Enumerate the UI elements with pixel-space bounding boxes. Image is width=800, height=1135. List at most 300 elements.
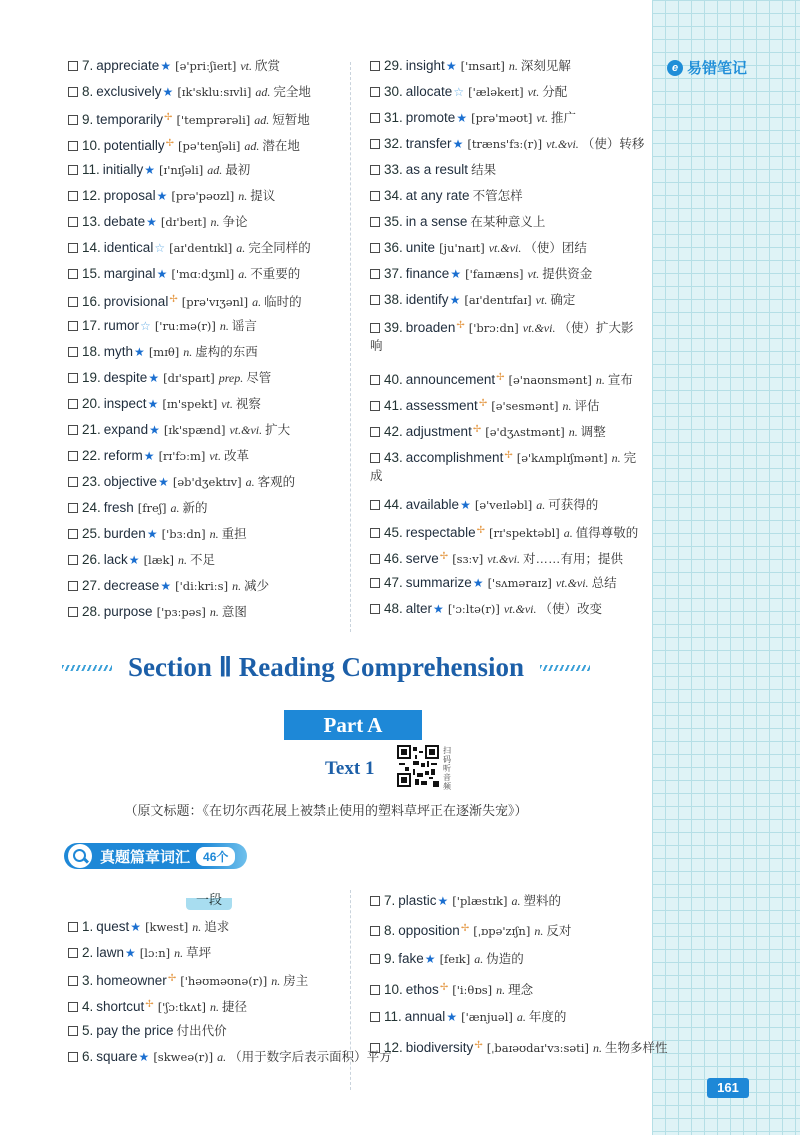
entry-number: 17. [82,318,101,333]
entry-meaning: 草坪 [186,946,212,960]
star-icon: ★ [160,59,172,73]
entry-phonetic: [pə'tenʃəli] [177,139,241,153]
checkbox[interactable] [68,61,78,71]
entry-phonetic: [skweə(r)] [153,1050,214,1064]
checkbox[interactable] [370,453,380,463]
checkbox[interactable] [68,243,78,253]
checkbox[interactable] [370,243,380,253]
entry-pos: vt. [240,59,253,73]
entry-number: 4. [82,999,94,1014]
checkbox[interactable] [68,373,78,383]
entry-pos: n. [210,215,220,229]
star-icon: ★ [456,111,468,125]
checkbox[interactable] [370,554,380,564]
checkbox[interactable] [370,323,380,333]
entry-phonetic: ['sʌməraɪz] [487,576,552,590]
entry-word: appreciate [96,58,160,73]
entry-pos: vt.&vi. [503,602,537,616]
vocab-entry [68,447,249,465]
entry-word: finance [405,266,450,281]
entry-meaning: （用于数字后表示面积）平方 [229,1050,392,1064]
entry-number: 31. [384,110,403,125]
vocab-entry [68,265,300,283]
entry-number: 45. [384,525,403,540]
entry-word: identical [103,240,154,255]
entry-word: adjustment [405,424,472,439]
entry-phonetic: [lɔːn] [139,946,171,960]
entry-phonetic: [ə'kʌmplɪʃmənt] [516,451,608,465]
entry-pos: n. [219,319,229,333]
entry-word: promote [405,110,456,125]
entry-meaning: 完全地 [273,85,311,99]
entry-meaning: 提议 [250,189,276,203]
vocab-entry [68,161,250,179]
vocab-entry [370,57,571,75]
entry-word: fresh [103,500,134,515]
checkbox[interactable] [68,269,78,279]
entry-word: despite [103,370,148,385]
star-icon: ★ [433,602,444,616]
entry-word: shortcut [96,999,145,1014]
entry-meaning: 伪造的 [486,952,524,966]
error-notes-tag [667,57,747,78]
entry-meaning: 塑料的 [523,894,561,908]
hollow-icon: ☆ [140,319,151,333]
entry-phonetic: [ɪk'spænd] [163,423,226,437]
cross-icon: ✢ [439,982,449,993]
entry-phonetic: [ə'priːʃieɪt] [175,59,237,73]
entry-pos: n. [183,345,193,359]
entry-pos: a. [511,894,521,908]
entry-phonetic: [ˌɒpə'zɪʃn] [473,924,531,938]
star-icon: ★ [460,498,471,512]
checkbox[interactable] [68,555,78,565]
entry-meaning: 谣言 [231,319,257,333]
vocab-entry [68,603,247,621]
entry-number: 9. [82,112,94,127]
entry-pos: a. [236,241,246,255]
entry-phonetic: [dɪ'beɪt] [160,215,207,229]
checkbox[interactable] [68,165,78,175]
entry-number: 16. [82,294,101,309]
hollow-icon: ☆ [453,85,465,99]
entry-meaning: 总结 [591,576,617,590]
vocab-header [64,843,247,869]
entry-phonetic: [læk] [143,553,174,567]
checkbox[interactable] [68,922,78,932]
vocab-entry [370,447,640,485]
checkbox[interactable] [370,113,380,123]
entry-meaning: 付出代价 [176,1024,227,1038]
cross-icon: ✢ [439,551,449,562]
checkbox[interactable] [68,976,78,986]
entry-phonetic: [ə'sesmənt] [491,399,559,413]
entry-meaning: 不管怎样 [472,189,523,203]
checkbox[interactable] [68,1002,78,1012]
checkbox[interactable] [370,427,380,437]
entry-number: 1. [82,919,94,934]
entry-word: available [405,497,460,512]
qr-code-icon[interactable] [397,745,439,787]
entry-word: rumor [103,318,140,333]
checkbox[interactable] [68,477,78,487]
entry-word: marginal [103,266,156,281]
checkbox[interactable] [370,1012,380,1022]
cross-icon: ✢ [474,1040,483,1051]
checkbox[interactable] [370,375,380,385]
entry-meaning: 不重要的 [250,267,301,281]
entry-phonetic: ['ʃɔːtkʌt] [157,1000,206,1014]
cross-icon: ✢ [167,973,177,984]
vocab-entry [68,918,229,936]
entry-phonetic: ['plæstɪk] [452,894,508,908]
entry-phonetic: [sɜːv] [452,552,484,566]
entry-word: ethos [405,982,439,997]
entry-word: exclusively [96,84,162,99]
hollow-icon: ☆ [154,241,166,255]
checkbox[interactable] [68,141,78,151]
vocab-entry [370,600,602,618]
entry-number: 24. [82,500,101,515]
entry-meaning: （使）转移 [581,137,645,151]
entry-word: initially [102,162,144,177]
vocab-entry [370,496,598,514]
checkbox[interactable] [370,604,380,614]
checkbox[interactable] [370,985,380,995]
entry-phonetic: [feɪk] [439,952,471,966]
entry-meaning: 追求 [204,920,230,934]
checkbox[interactable] [370,500,380,510]
checkbox[interactable] [68,425,78,435]
star-icon: ★ [143,449,155,463]
cross-icon: ✢ [460,923,470,934]
star-icon: ★ [147,397,159,411]
checkbox[interactable] [370,139,380,149]
entry-number: 46. [384,551,403,566]
vocab-entry [370,892,640,910]
entry-phonetic: [ˌbaɪəʊdaɪ'vɜːsəti] [486,1041,589,1055]
entry-word: debate [103,214,146,229]
entry-phonetic: [aɪ'dentɪkl] [169,241,233,255]
entry-word: biodiversity [405,1040,474,1055]
vocab-entry [370,213,545,231]
entry-meaning: 在某种意义上 [470,215,546,229]
entry-number: 35. [384,214,403,229]
vocab-entry [68,395,261,413]
checkbox[interactable] [370,1043,380,1053]
star-icon: ★ [450,267,462,281]
vocab-entry [68,525,247,543]
entry-word: lack [103,552,128,567]
star-icon: ★ [156,189,168,203]
entry-word: identify [405,292,449,307]
checkbox[interactable] [68,1026,78,1036]
checkbox[interactable] [370,191,380,201]
checkbox[interactable] [68,115,78,125]
entry-phonetic: [prə'vɪʒənl] [181,295,249,309]
vocab-entry [68,213,248,231]
entry-phonetic: ['brɔːdn] [468,321,519,335]
section-title-text: Section Ⅱ Reading Comprehension [127,652,525,682]
entry-phonetic: [kwest] [145,920,189,934]
entry-phonetic: [ju'naɪt] [439,241,485,255]
entry-word: potentially [103,138,165,153]
entry-meaning: （使）改变 [539,602,603,616]
checkbox[interactable] [370,401,380,411]
entry-word: temporarily [96,112,164,127]
entry-word: at any rate [405,188,470,203]
entry-phonetic: ['ænjuəl] [461,1010,513,1024]
entry-phonetic: [rɪ'spektəbl] [488,526,560,540]
part-label: Part A [284,710,422,740]
checkbox[interactable] [68,529,78,539]
entry-pos: a. [238,267,248,281]
entry-phonetic: [dɪ'spaɪt] [163,371,215,385]
cross-icon: ✢ [165,138,174,149]
entry-number: 34. [384,188,403,203]
entry-number: 6. [82,1049,94,1064]
checkbox[interactable] [68,581,78,591]
vocab-entry [68,291,302,311]
entry-meaning: 调整 [580,425,606,439]
checkbox[interactable] [370,896,380,906]
notes-grid-margin [652,0,800,1135]
entry-pos: n. [174,946,184,960]
vocab-entry [68,499,207,517]
vocab-entry [370,317,640,355]
vocab-entry [370,161,496,179]
entry-pos: n. [192,920,202,934]
checkbox[interactable] [68,399,78,409]
entry-pos: n. [271,974,281,988]
entry-pos: a. [536,498,546,512]
entry-number: 26. [82,552,101,567]
star-icon: ★ [138,1050,150,1064]
checkbox[interactable] [370,165,380,175]
entry-pos: vt. [209,449,222,463]
entry-meaning: 新的 [182,501,208,515]
checkbox[interactable] [370,61,380,71]
checkbox[interactable] [68,347,78,357]
entry-pos: n. [232,579,242,593]
vocab-entry [68,135,300,155]
checkbox[interactable] [68,1052,78,1062]
vocab-entry [68,317,257,335]
entry-meaning: 扩大 [265,423,291,437]
entry-meaning: （使）扩大影响 [370,321,634,353]
checkbox[interactable] [68,503,78,513]
checkbox[interactable] [68,321,78,331]
entry-number: 48. [384,601,403,616]
star-icon: ★ [472,576,484,590]
vocab-entry [370,395,600,415]
vocab-entry [370,1008,640,1026]
page-number: 161 [707,1078,749,1098]
entry-pos: a. [516,1010,526,1024]
checkbox[interactable] [370,578,380,588]
entry-word: accomplishment [405,450,504,465]
entry-meaning: 对……有用；提供 [522,552,623,566]
entry-word: homeowner [96,973,167,988]
checkbox[interactable] [370,954,380,964]
entry-word: quest [96,919,130,934]
entry-meaning: 提供资金 [542,267,593,281]
vocab-entry [68,473,295,491]
star-icon: ★ [449,293,461,307]
entry-pos: a. [170,501,180,515]
entry-phonetic: ['pɜːpəs] [156,605,206,619]
star-icon: ★ [445,59,457,73]
entry-number: 27. [82,578,101,593]
entry-pos: vt. [527,85,540,99]
vocab-entry [370,369,633,389]
entry-phonetic: [ə'dʒʌstmənt] [485,425,565,439]
entry-word: alter [405,601,433,616]
star-icon: ★ [149,423,160,437]
star-icon: ★ [148,371,160,385]
entry-number: 38. [384,292,403,307]
entry-phonetic: ['iːθɒs] [452,983,493,997]
entry-number: 12. [82,188,101,203]
vocab-entry [68,83,311,101]
entry-number: 19. [82,370,101,385]
checkbox[interactable] [370,269,380,279]
cross-icon: ✢ [472,424,482,435]
entry-word: respectable [405,525,476,540]
vocab-entry [370,291,575,309]
checkbox[interactable] [370,295,380,305]
entry-pos: vt. [527,267,540,281]
entry-word: provisional [103,294,169,309]
title-deco-left [62,665,112,671]
entry-word: square [96,1049,138,1064]
entry-word: expand [103,422,149,437]
cross-icon: ✢ [145,999,154,1010]
entry-word: as a result [405,162,469,177]
note-badge-icon: e [667,60,683,76]
entry-pos: n. [562,399,572,413]
entry-word: decrease [103,578,160,593]
checkbox[interactable] [370,926,380,936]
vocab-entry [68,421,290,439]
vocab-count-badge: 46个 [196,847,235,866]
entry-meaning: （使）团结 [524,241,587,255]
checkbox[interactable] [370,528,380,538]
vocab-entry [370,522,638,542]
entry-phonetic: [ɪ'nɪʃəli] [159,163,204,177]
entry-number: 11. [384,1009,402,1024]
entry-meaning: 最初 [225,163,251,177]
star-icon: ★ [437,894,449,908]
checkbox[interactable] [370,87,380,97]
vocab-entry [370,548,623,568]
entry-phonetic: ['diːkriːs] [175,579,229,593]
vocab-entry [68,187,275,205]
entry-number: 25. [82,526,101,541]
star-icon: ★ [144,163,156,177]
vocab-entry [370,950,640,968]
entry-pos: a. [474,952,484,966]
entry-phonetic: [ɪk'skluːsɪvli] [177,85,252,99]
entry-meaning: 争论 [222,215,248,229]
checkbox[interactable] [68,948,78,958]
entry-pos: vt.&vi. [546,137,579,151]
checkbox[interactable] [68,87,78,97]
checkbox[interactable] [68,607,78,617]
entry-word: opposition [398,923,460,938]
vocab-entry [68,109,310,129]
vocab-entry [370,920,640,940]
checkbox[interactable] [68,217,78,227]
star-icon: ★ [156,267,168,281]
entry-meaning: 捷径 [221,1000,247,1014]
entry-meaning: 不足 [190,553,216,567]
entry-meaning: 重担 [221,527,247,541]
entry-number: 12. [384,1040,403,1055]
entry-number: 32. [384,136,403,151]
error-notes-label: 易错笔记 [687,60,748,77]
entry-pos: ad. [254,113,270,127]
entry-pos: vt.&vi. [555,576,589,590]
entry-number: 40. [384,372,403,387]
entry-word: allocate [405,84,453,99]
entry-number: 39. [384,320,403,335]
checkbox[interactable] [68,191,78,201]
column-divider [350,62,351,632]
entry-pos: ad. [255,85,271,99]
entry-number: 33. [384,162,403,177]
checkbox[interactable] [68,451,78,461]
entry-pos: prep. [218,371,244,385]
paragraph-tag: 一段 [186,890,232,910]
entry-number: 3. [82,973,94,988]
entry-number: 14. [82,240,101,255]
entry-number: 29. [384,58,403,73]
entry-word: pay the price [96,1023,174,1038]
entry-meaning: 潜在地 [262,139,300,153]
entry-meaning: 结果 [471,163,497,177]
entry-number: 8. [384,923,396,938]
entry-meaning: 宣布 [607,373,633,387]
entry-pos: vt.&vi. [487,552,520,566]
vocab-entry [370,109,576,127]
vocab-entry [68,57,280,75]
entry-number: 44. [384,497,403,512]
vocab-entry [370,979,640,999]
entry-word: broaden [405,320,456,335]
entry-word: insight [405,58,445,73]
star-icon: ★ [128,553,140,567]
checkbox[interactable] [370,217,380,227]
entry-phonetic: ['mɑːdʒɪnl] [171,267,235,281]
entry-number: 8. [82,84,94,99]
entry-meaning: 确定 [550,293,576,307]
text-title: Text 1 [325,758,375,779]
entry-word: transfer [405,136,452,151]
cross-icon: ✢ [504,450,513,461]
star-icon: ★ [125,946,136,960]
entry-phonetic: [mɪθ] [148,345,180,359]
checkbox[interactable] [68,297,78,307]
vocab-entry [370,83,567,101]
entry-word: annual [404,1009,446,1024]
entry-number: 21. [82,422,101,437]
entry-word: serve [405,551,439,566]
entry-number: 20. [82,396,101,411]
entry-number: 23. [82,474,101,489]
entry-number: 5. [82,1023,94,1038]
entry-phonetic: [əb'dʒektɪv] [172,475,242,489]
